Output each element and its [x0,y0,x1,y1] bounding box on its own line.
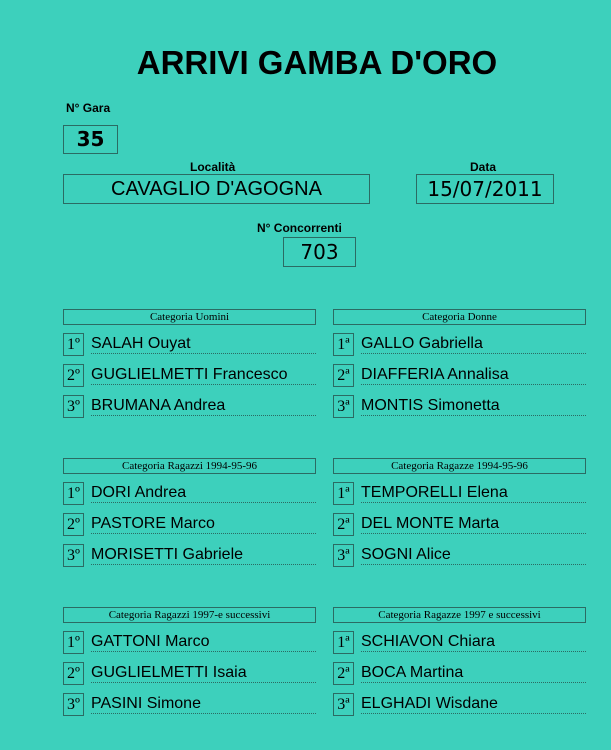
data-label: Data [470,160,497,174]
result-name-field[interactable]: GALLO Gabriella [361,333,586,354]
concorrenti-field[interactable]: 703 [283,237,356,267]
result-name-field[interactable]: DIAFFERIA Annalisa [361,364,586,385]
rank-badge: 3º [63,544,84,567]
result-name-field[interactable]: PASTORE Marco [91,513,316,534]
concorrenti-label: N° Concorrenti [257,221,342,235]
category-header-ragazze-1997: Categoria Ragazze 1997 e successivi [333,607,586,623]
rank-badge: 3º [63,693,84,716]
page-title: ARRIVI GAMBA D'ORO [136,44,498,81]
result-name-field[interactable]: BRUMANA Andrea [91,395,316,416]
rank-badge: 1ª [333,333,354,356]
result-name-field[interactable]: MORISETTI Gabriele [91,544,316,565]
date-field[interactable]: 15/07/2011 [416,174,554,204]
localita-field[interactable]: CAVAGLIO D'AGOGNA [63,174,370,204]
result-name-field[interactable]: SOGNI Alice [361,544,586,565]
result-name-field[interactable]: MONTIS Simonetta [361,395,586,416]
result-name-field[interactable]: TEMPORELLI Elena [361,482,586,503]
rank-badge: 1ª [333,482,354,505]
category-header-ragazzi-1994: Categoria Ragazzi 1994-95-96 [63,458,316,474]
result-name-field[interactable]: SCHIAVON Chiara [361,631,586,652]
category-header-donne: Categoria Donne [333,309,586,325]
rank-badge: 1º [63,333,84,356]
result-name-field[interactable]: GATTONI Marco [91,631,316,652]
rank-badge: 3º [63,395,84,418]
gara-number-field[interactable]: 35 [63,125,118,154]
result-name-field[interactable]: ELGHADI Wisdane [361,693,586,714]
rank-badge: 1ª [333,631,354,654]
rank-badge: 2º [63,513,84,536]
rank-badge: 2ª [333,364,354,387]
rank-badge: 1º [63,631,84,654]
rank-badge: 3ª [333,693,354,716]
category-header-ragazzi-1997: Categoria Ragazzi 1997-e successivi [63,607,316,623]
rank-badge: 3ª [333,395,354,418]
result-name-field[interactable]: DEL MONTE Marta [361,513,586,534]
gara-label: N° Gara [66,101,111,115]
result-name-field[interactable]: GUGLIELMETTI Francesco [91,364,316,385]
result-name-field[interactable]: SALAH Ouyat [91,333,316,354]
category-header-ragazze-1994: Categoria Ragazze 1994-95-96 [333,458,586,474]
result-name-field[interactable]: BOCA Martina [361,662,586,683]
rank-badge: 2º [63,662,84,685]
result-name-field[interactable]: PASINI Simone [91,693,316,714]
category-header-uomini: Categoria Uomini [63,309,316,325]
result-name-field[interactable]: DORI Andrea [91,482,316,503]
localita-label: Località [190,160,236,174]
rank-badge: 2ª [333,662,354,685]
rank-badge: 2º [63,364,84,387]
result-name-field[interactable]: GUGLIELMETTI Isaia [91,662,316,683]
rank-badge: 3ª [333,544,354,567]
rank-badge: 2ª [333,513,354,536]
rank-badge: 1º [63,482,84,505]
